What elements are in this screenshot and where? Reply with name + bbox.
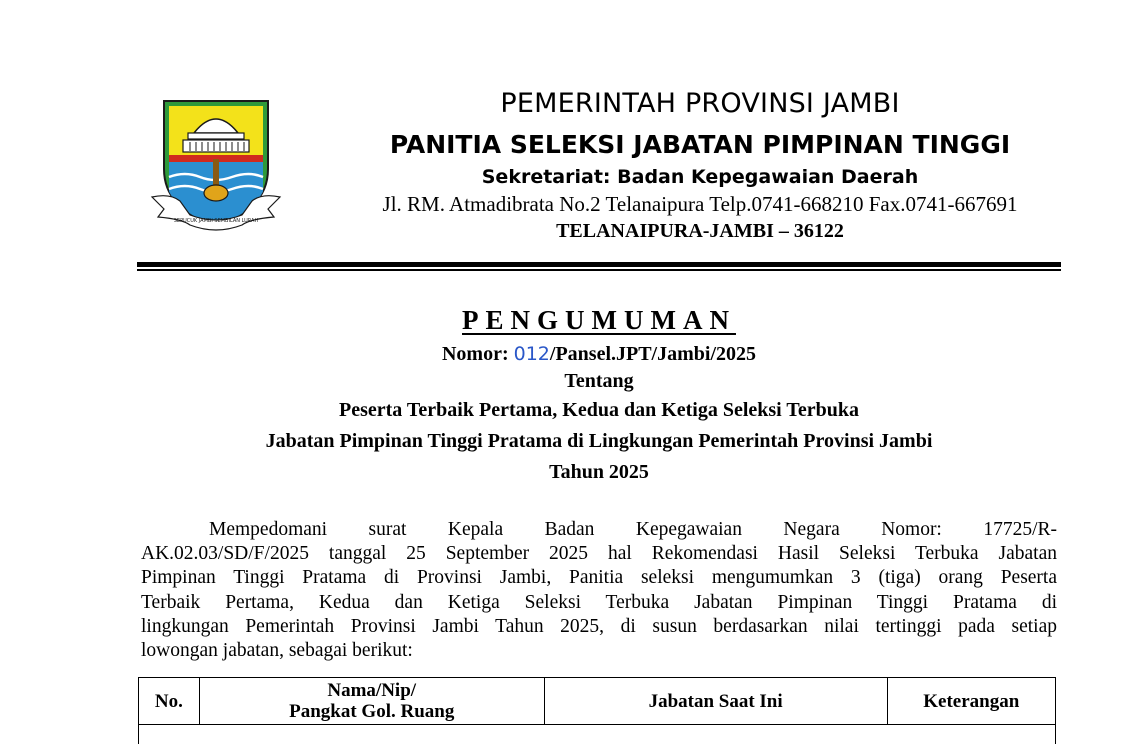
letterhead-divider-thick [137,262,1061,267]
subject-line-3: Tahun 2025 [549,461,649,483]
table-header-row [139,678,1056,725]
paragraph-line: Terbaik Pertama, Kedua dan Ketiga Seleksi Terbuka Jabatan Pimpinan Tinggi Pratama di [141,591,1057,613]
nomor-suffix: /Pansel.JPT/Jambi/2025 [549,343,757,365]
candidates-table [138,677,1056,725]
logo-motto: SEPUCUK JAMBI SEMBILAN LURAH [173,218,259,224]
paragraph-line: Pimpinan Tinggi Pratama di Provinsi Jambi, Panitia seleksi mengumumkan 3 (tiga) orang Peserta [141,567,1057,589]
body-paragraph [141,518,1057,663]
paragraph-line: lingkungan Pemerintah Provinsi Jambi Tahun 2025, di susun berdasarkan nilai tertinggi pada setiap [141,615,1057,637]
header-remarks: Keterangan [887,678,1055,725]
secretariat [300,164,1100,190]
header-no: No. [139,678,200,725]
paragraph-line: lowongan jabatan, sebagai berikut: [141,639,413,661]
secretariat-value: Badan Kepegawaian Daerah [617,166,919,188]
header-position: Jabatan Saat Ini [544,678,887,725]
committee-name: PANITIA SELEKSI JABATAN PIMPINAN TINGGI [389,130,1011,159]
about-label: Tentang [564,370,634,392]
nomor-handwritten-number: 012 [513,343,550,365]
nomor-label: Nomor: [441,343,509,365]
document-number [137,341,1061,367]
secretariat-label: Sekretariat: [481,166,611,188]
paragraph-line: Mempedomani surat Kepala Badan Kepegawaian Negara Nomor: 17725/R- [209,519,1057,540]
table-body-edge [138,724,1056,744]
subject-line-1: Peserta Terbaik Pertama, Kedua dan Ketiga Seleksi Terbuka [338,399,860,421]
header-name-line2: Pangkat Gol. Ruang [289,701,455,722]
letterhead-divider-thin [137,269,1061,271]
city-postcode: TELANAIPURA-JAMBI – 36122 [556,220,844,242]
subject-line-2: Jabatan Pimpinan Tinggi Pratama di Lingkungan Pemerintah Provinsi Jambi [265,430,933,452]
announcement-title: PENGUMUMAN [462,305,736,335]
government-name: PEMERINTAH PROVINSI JAMBI [500,88,900,119]
address: Jl. RM. Atmadibrata No.2 Telanaipura Telp.0741-668210 Fax.0741-667691 [382,192,1018,216]
paragraph-line: AK.02.03/SD/F/2025 tanggal 25 September 2025 hal Rekomendasi Hasil Seleksi Terbuka Jabatan [141,543,1057,565]
header-name-line1: Nama/Nip/ [327,680,417,701]
province-crest-logo [150,97,282,232]
header-name [199,678,544,725]
